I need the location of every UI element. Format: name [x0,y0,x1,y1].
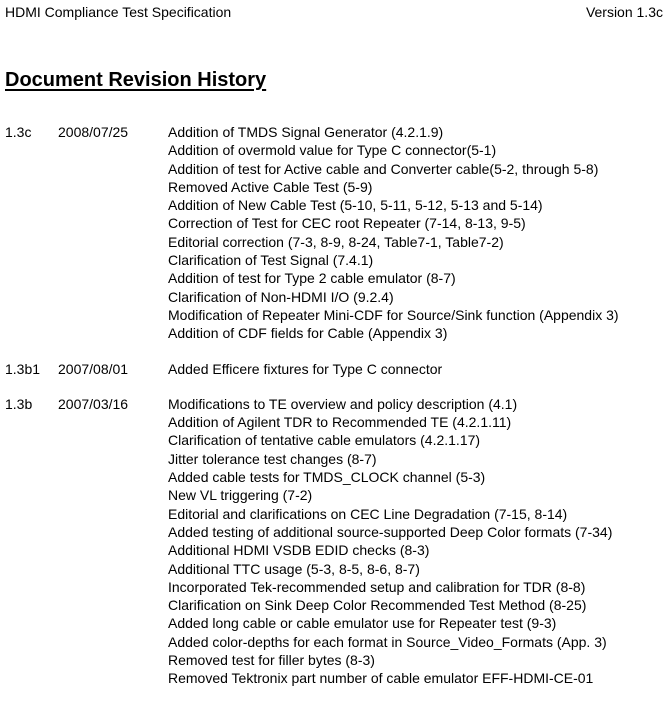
revision-changes-list [168,123,668,343]
document-title: HDMI Compliance Test Specification [5,4,232,20]
revision-change-item: Clarification on Sink Deep Color Recommended Test Method (8-25) [168,597,587,614]
revision-change-item: Addition of Agilent TDR to Recommended TE (4.2.1.11) [168,414,512,431]
revision-change-item: New VL triggering (7-2) [168,487,313,504]
revision-changes-list [168,360,668,378]
revision-change-item: Addition of test for Active cable and Converter cable(5-2, through 5-8) [168,160,599,177]
page-header [5,3,663,21]
revision-change-item: Modification of Repeater Mini-CDF for Source/Sink function (Appendix 3) [168,306,619,323]
revision-change-item: Incorporated Tek-recommended setup and calibration for TDR (8-8) [168,578,586,595]
revision-change-item: Modifications to TE overview and policy description (4.1) [168,395,518,412]
revision-change-item: Correction of Test for CEC root Repeater (7-14, 8-13, 9-5) [168,215,526,232]
revision-change-item: Additional TTC usage (5-3, 8-5, 8-6, 8-7) [168,560,420,577]
revision-version: 1.3b [5,395,33,412]
revision-change-item: Added Efficere fixtures for Type C connector [168,360,443,377]
revision-change-item: Jitter tolerance test changes (8-7) [168,450,377,467]
revision-change-item: Addition of test for Type 2 cable emulator (8-7) [168,270,456,287]
revision-change-item: Addition of New Cable Test (5-10, 5-11, 5-12, 5-13 and 5-14) [168,197,543,214]
revision-entry [0,123,668,343]
revision-change-item: Clarification of tentative cable emulators (4.2.1.17) [168,432,481,449]
revision-entry [0,360,668,378]
revision-change-item: Addition of overmold value for Type C connector(5-1) [168,142,497,159]
revision-date: 2008/07/25 [58,124,129,140]
revision-entry [0,395,668,688]
revision-change-item: Editorial correction (7-3, 8-9, 8-24, Table7-1, Table7-2) [168,233,504,250]
revision-change-item: Addition of TMDS Signal Generator (4.2.1.9) [168,124,444,140]
section-title: Document Revision History [5,69,267,91]
revision-change-item: Removed Tektronix part number of cable emulator EFF-HDMI-CE-01 [168,670,594,687]
revision-date: 2007/08/01 [58,360,129,377]
revision-change-item: Removed test for filler bytes (8-3) [168,652,375,669]
revision-date: 2007/03/16 [58,395,129,412]
revision-change-item: Removed Active Cable Test (5-9) [168,178,373,195]
revision-version: 1.3b1 [5,360,41,377]
revision-change-item: Added cable tests for TMDS_CLOCK channel (5-3) [168,469,486,486]
revision-change-item: Editorial and clarifications on CEC Line Degradation (7-15, 8-14) [168,505,568,522]
revision-version: 1.3c [5,124,32,140]
revision-change-item: Added color-depths for each format in Source_Video_Formats (App. 3) [168,633,607,650]
revision-change-item: Added testing of additional source-supported Deep Color formats (7-34) [168,523,613,540]
revision-history-list [0,123,668,705]
revision-change-item: Clarification of Test Signal (7.4.1) [168,252,374,269]
revision-change-item: Additional HDMI VSDB EDID checks (8-3) [168,542,430,559]
revision-change-item: Added long cable or cable emulator use for Repeater test (9-3) [168,615,557,632]
document-version: Version 1.3c [585,4,663,20]
revision-changes-list [168,395,668,688]
revision-change-item: Addition of CDF fields for Cable (Appendix 3) [168,325,448,342]
revision-change-item: Clarification of Non-HDMI I/O (9.2.4) [168,288,394,305]
